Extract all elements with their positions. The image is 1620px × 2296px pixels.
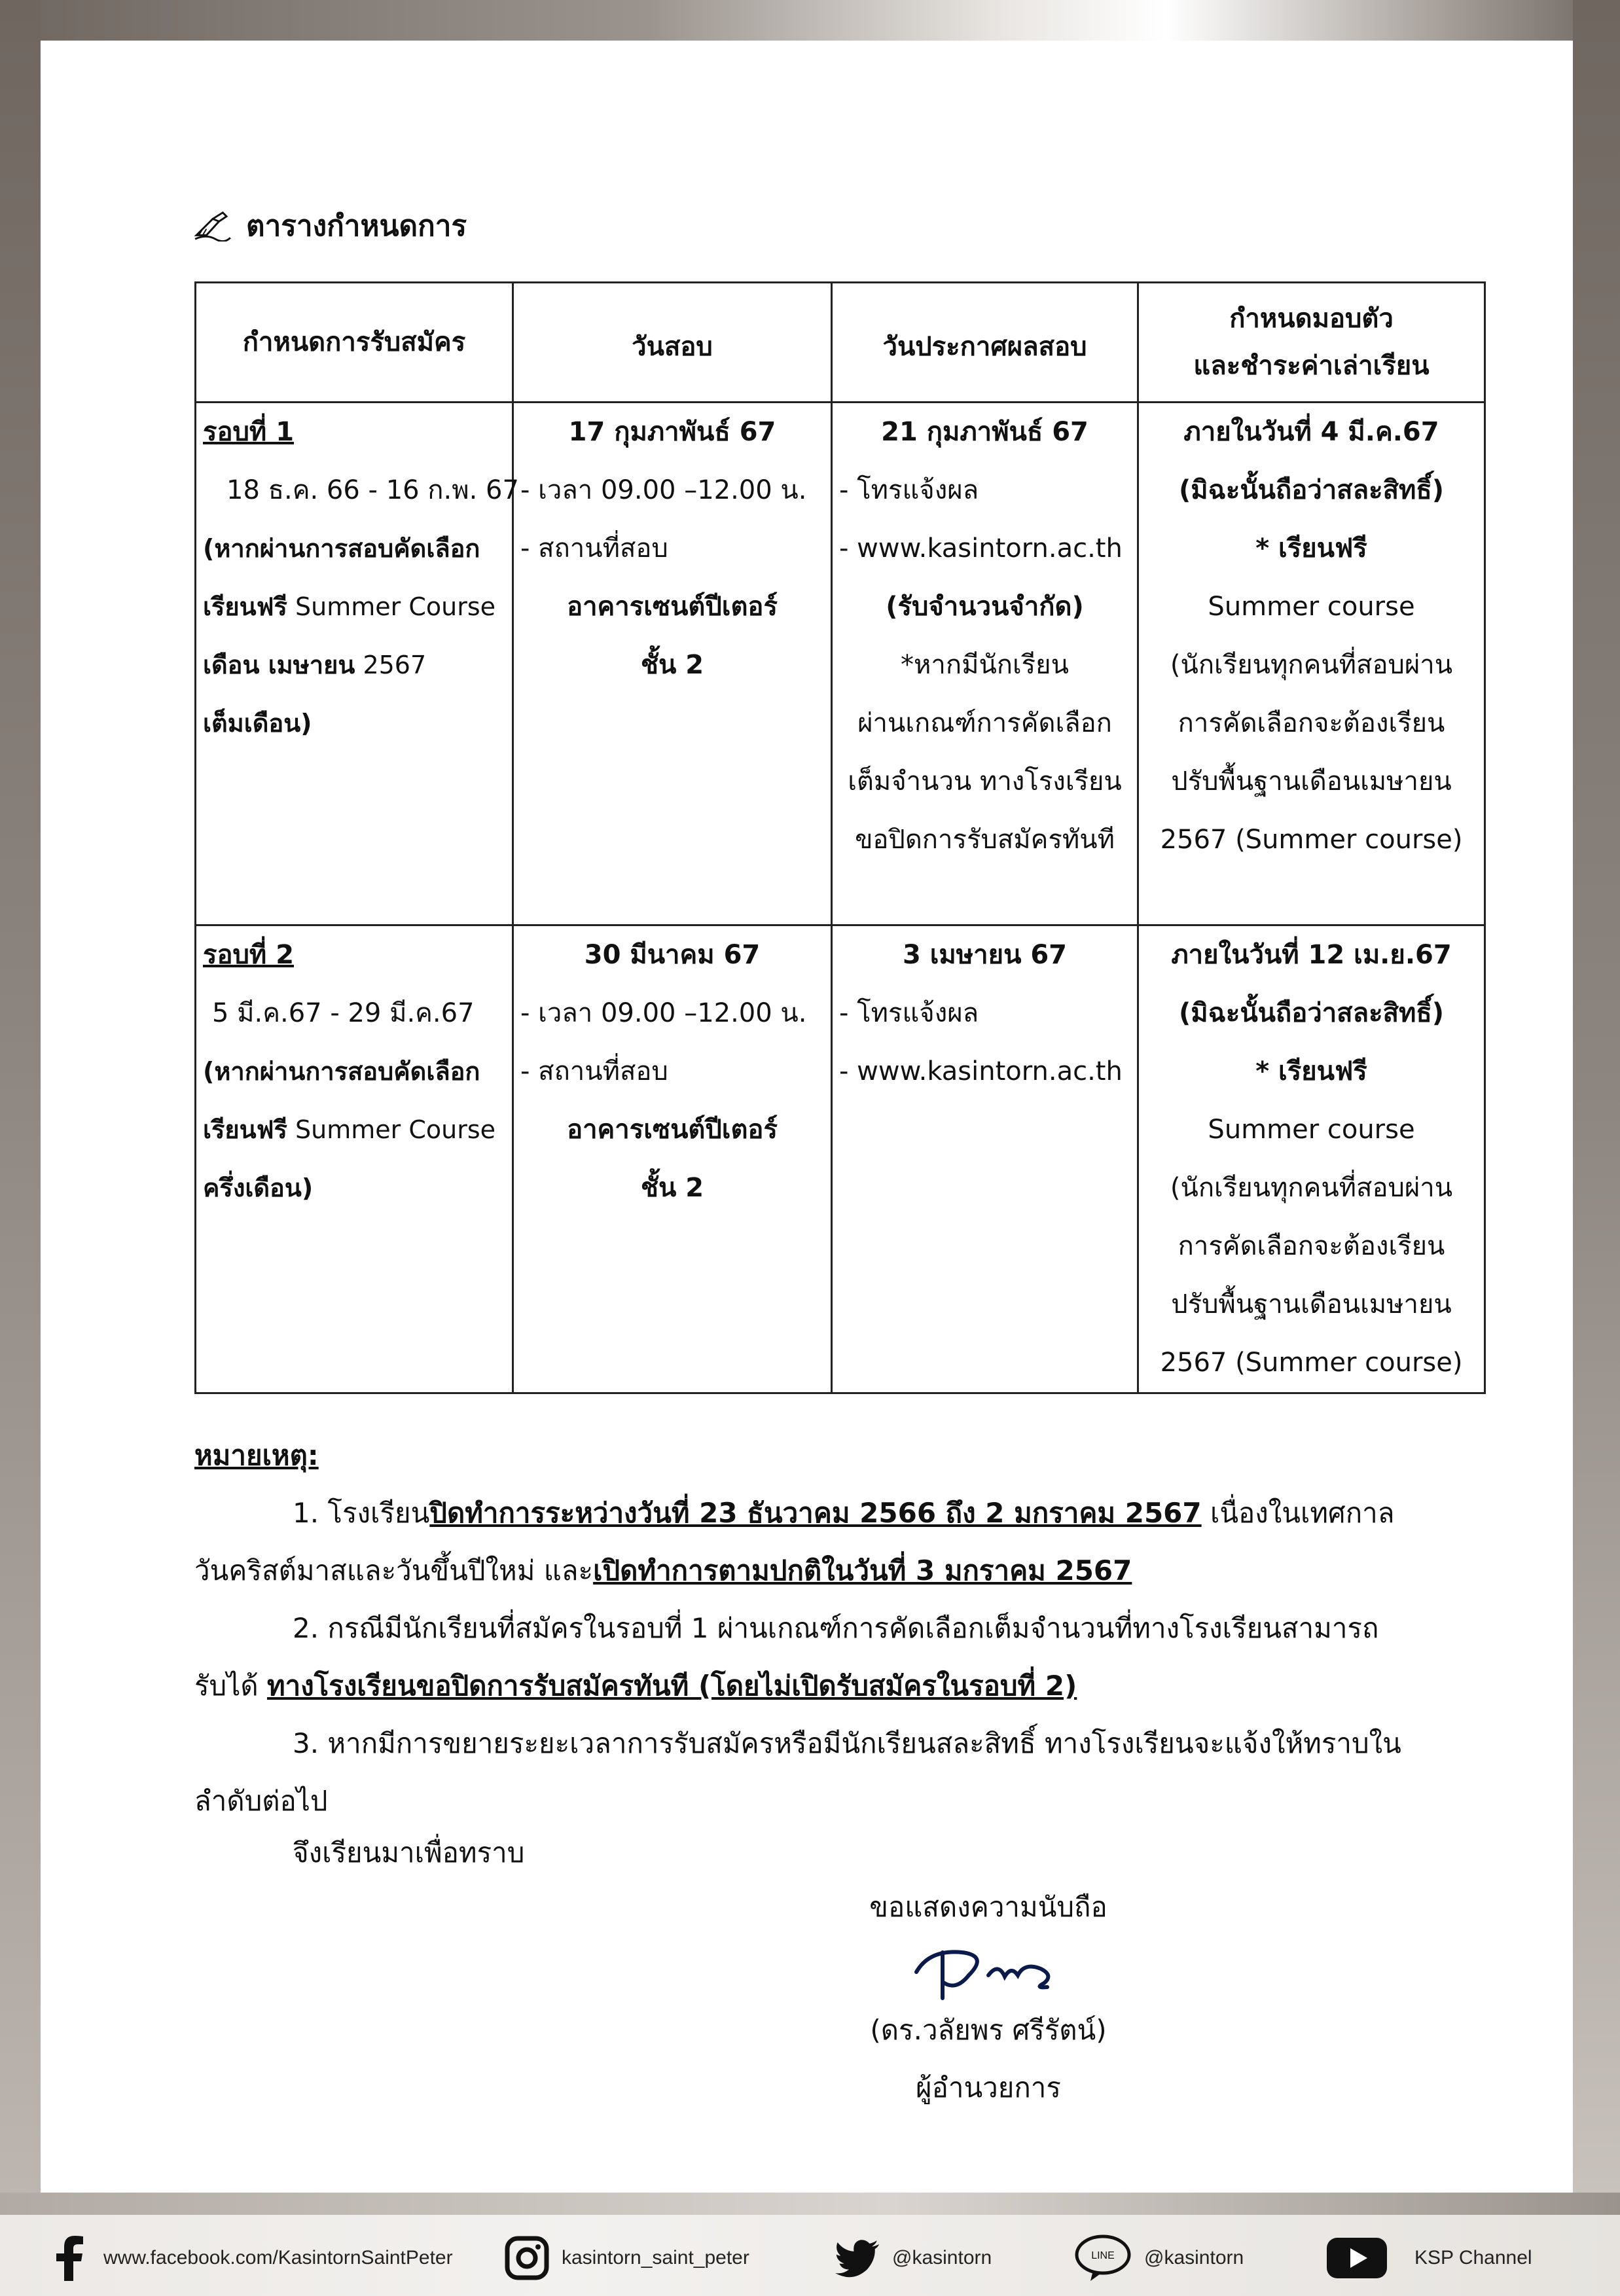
round2-exam-floor: ชั้น 2 xyxy=(640,1173,704,1203)
remark-item-1 xyxy=(194,1484,1497,1542)
header-application: กำหนดการรับสมัคร xyxy=(196,283,513,403)
schedule-table xyxy=(194,281,1486,1394)
header-enrollment-line2: และชำระค่าเล่าเรียน xyxy=(1193,351,1430,381)
signatory-position: ผู้อำนวยการ xyxy=(916,2072,1061,2104)
remark-1-text-d: วันคริสต์มาสและวันขึ้นปีใหม่ และ xyxy=(194,1554,594,1587)
round2-enroll-course: Summer course xyxy=(1208,1115,1415,1145)
round1-enroll-note-line2: การคัดเลือกจะต้องเรียน xyxy=(1178,708,1445,738)
remarks-section xyxy=(194,1427,1497,1876)
round2-note-line1: (หากผ่านการสอบคัดเลือก xyxy=(203,1057,480,1086)
remark-2-closing-notice: ทางโรงเรียนขอปิดการรับสมัครทันที (โดยไม่เปิดรับสมัครในรอบที่ 2) xyxy=(266,1670,1077,1702)
round2-result-website: - www.kasintorn.ac.th xyxy=(839,1056,1123,1086)
footer-youtube[interactable] xyxy=(1325,2232,1532,2284)
round1-exam-place-label: - สถานที่สอบ xyxy=(520,533,668,564)
round2-exam-cell xyxy=(513,925,832,1393)
svg-text:LINE: LINE xyxy=(1091,2250,1115,2261)
facebook-icon xyxy=(46,2235,92,2281)
round2-note-line2 xyxy=(203,1101,505,1159)
round1-exam-date: 17 กุมภาพันธ์ 67 xyxy=(568,417,776,447)
table-header-row xyxy=(196,283,1485,403)
round1-result-note-line1: *หากมีนักเรียน xyxy=(901,650,1069,680)
round1-note-line3 xyxy=(203,636,505,694)
page-frame-top xyxy=(0,0,1620,41)
facebook-url: www.facebook.com/KasintornSaintPeter xyxy=(103,2247,453,2269)
heading-text: ตารางกำหนดการ xyxy=(246,209,467,243)
twitter-icon xyxy=(835,2235,880,2281)
round1-result-note-line4: ขอปิดการรับสมัครทันที xyxy=(855,825,1115,855)
page-frame-left xyxy=(0,0,41,2193)
round1-note-free: เรียนฟรี xyxy=(203,592,287,621)
footer-bar xyxy=(0,2193,1620,2296)
youtube-channel: KSP Channel xyxy=(1414,2247,1532,2269)
round2-exam-building: อาคารเซนต์ปีเตอร์ xyxy=(567,1115,778,1145)
round1-note-line1: (หากผ่านการสอบคัดเลือก xyxy=(203,534,480,563)
round1-application-cell xyxy=(196,403,519,925)
remark-item-2-cont xyxy=(194,1657,1497,1715)
round2-enroll-deadline: ภายในวันที่ 12 เม.ย.67 xyxy=(1171,940,1452,970)
remarks-title: หมายเหตุ: xyxy=(194,1439,319,1471)
remark-item-3: 3. หากมีการขยายระยะเวลาการรับสมัครหรือมีนักเรียนสละสิทธิ์ ทางโรงเรียนจะแจ้งให้ทราบใน xyxy=(293,1727,1401,1759)
round1-enroll-note-line4: 2567 (Summer course) xyxy=(1160,825,1463,855)
round1-result-date: 21 กุมภาพันธ์ 67 xyxy=(881,417,1089,447)
table-row-round-1 xyxy=(196,403,1485,925)
remark-item-2: 2. กรณีมีนักเรียนที่สมัครในรอบที่ 1 ผ่านเกณฑ์การคัดเลือกเต็มจำนวนที่ทางโรงเรียนสามารถ xyxy=(293,1612,1379,1644)
round1-enroll-course: Summer course xyxy=(1208,592,1415,622)
handwritten-signature xyxy=(890,1936,1087,2001)
round2-note-free: เรียนฟรี xyxy=(203,1115,287,1144)
round1-result-phone: - โทรแจ้งผล xyxy=(839,475,979,505)
header-result-date: วันประกาศผลสอบ xyxy=(832,283,1138,403)
header-enrollment-line1: กำหนดมอบตัว xyxy=(1229,304,1394,334)
remark-item-3-cont: ลำดับต่อไป xyxy=(194,1785,328,1817)
round2-enrollment-cell xyxy=(1138,925,1485,1393)
round1-result-website: - www.kasintorn.ac.th xyxy=(839,533,1123,564)
round2-exam-time: - เวลา 09.00 –12.00 น. xyxy=(520,998,807,1028)
round1-result-limit: (รับจำนวนจำกัด) xyxy=(886,592,1084,622)
round2-enroll-note-line4: 2567 (Summer course) xyxy=(1160,1348,1463,1378)
regards-text: ขอแสดงความนับถือ xyxy=(869,1891,1107,1923)
round1-note-course: Summer Course xyxy=(287,592,496,621)
round1-result-note-line2: ผ่านเกณฑ์การคัดเลือก xyxy=(857,708,1112,738)
round2-enroll-note-line3: ปรับพื้นฐานเดือนเมษายน xyxy=(1171,1289,1452,1319)
round1-enroll-free: * เรียนฟรี xyxy=(1255,533,1367,564)
instagram-icon xyxy=(504,2235,550,2281)
line-icon xyxy=(1073,2235,1132,2281)
twitter-handle: @kasintorn xyxy=(892,2247,992,2269)
round1-period: 18 ธ.ค. 66 - 16 ก.พ. 67 xyxy=(226,475,519,505)
round2-label: รอบที่ 2 xyxy=(203,940,295,970)
round1-note-line2 xyxy=(203,578,505,636)
round1-result-note-line3: เต็มจำนวน ทางโรงเรียน xyxy=(848,766,1122,797)
round2-result-phone: - โทรแจ้งผล xyxy=(839,998,979,1028)
schedule-heading xyxy=(194,200,467,252)
round2-period: 5 มี.ค.67 - 29 มี.ค.67 xyxy=(212,998,475,1028)
signature-block xyxy=(851,1878,1126,2117)
round2-exam-date: 30 มีนาคม 67 xyxy=(584,940,761,970)
round1-label: รอบที่ 1 xyxy=(203,417,295,447)
signatory-name: (ดร.วลัยพร ศรีรัตน์) xyxy=(870,2014,1107,2046)
round2-result-date: 3 เมษายน 67 xyxy=(903,940,1067,970)
round1-enroll-forfeit: (มิฉะนั้นถือว่าสละสิทธิ์) xyxy=(1178,475,1445,505)
round1-exam-cell xyxy=(513,403,832,925)
round2-enroll-note-line1: (นักเรียนทุกคนที่สอบผ่าน xyxy=(1170,1173,1453,1203)
round1-enroll-note-line3: ปรับพื้นฐานเดือนเมษายน xyxy=(1171,766,1452,797)
header-exam-date: วันสอบ xyxy=(513,283,832,403)
round1-exam-floor: ชั้น 2 xyxy=(640,650,704,680)
remark-item-1-cont xyxy=(194,1542,1497,1600)
round1-exam-time: - เวลา 09.00 –12.00 น. xyxy=(520,475,807,505)
remark-2-text-b: รับได้ xyxy=(194,1670,267,1702)
round2-note-course: Summer Course xyxy=(287,1115,496,1144)
round2-enroll-free: * เรียนฟรี xyxy=(1255,1056,1367,1086)
round2-note-line3: ครึ่งเดือน) xyxy=(203,1174,314,1202)
round2-application-cell xyxy=(196,925,513,1393)
closing-line: จึงเรียนมาเพื่อทราบ xyxy=(293,1837,525,1869)
remark-1-closure-dates: ปิดทำการระหว่างวันที่ 23 ธันวาคม 2566 ถึง 2 มกราคม 2567 xyxy=(429,1497,1202,1529)
line-handle: @kasintorn xyxy=(1144,2247,1244,2269)
instagram-handle: kasintorn_saint_peter xyxy=(562,2247,749,2269)
writing-hand-icon xyxy=(194,210,232,242)
round1-note-line4: เต็มเดือน) xyxy=(203,709,312,738)
header-enrollment xyxy=(1138,283,1485,403)
youtube-icon xyxy=(1325,2235,1388,2281)
footer-twitter[interactable] xyxy=(835,2232,992,2284)
remark-1-text-a: 1. โรงเรียน xyxy=(293,1497,430,1529)
round1-result-cell xyxy=(832,403,1138,925)
footer-line[interactable] xyxy=(1073,2232,1244,2284)
round1-note-month: เดือน เมษายน xyxy=(203,651,355,679)
footer-facebook[interactable] xyxy=(46,2232,453,2284)
round2-result-cell xyxy=(832,925,1138,1393)
round2-enroll-forfeit: (มิฉะนั้นถือว่าสละสิทธิ์) xyxy=(1178,998,1445,1028)
page-frame-right xyxy=(1573,0,1620,2193)
round1-exam-building: อาคารเซนต์ปีเตอร์ xyxy=(567,592,778,622)
round1-enroll-deadline: ภายในวันที่ 4 มี.ค.67 xyxy=(1183,417,1439,447)
round2-exam-place-label: - สถานที่สอบ xyxy=(520,1056,668,1086)
table-row-round-2 xyxy=(196,925,1485,1393)
round1-enrollment-cell xyxy=(1138,403,1485,925)
round1-enroll-note-line1: (นักเรียนทุกคนที่สอบผ่าน xyxy=(1170,650,1453,680)
remark-1-text-c: เนื่องในเทศกาล xyxy=(1201,1497,1395,1529)
round1-note-year: 2567 xyxy=(355,651,427,679)
footer-instagram[interactable] xyxy=(504,2232,749,2284)
remark-1-reopen-date: เปิดทำการตามปกติในวันที่ 3 มกราคม 2567 xyxy=(593,1554,1132,1587)
round2-enroll-note-line2: การคัดเลือกจะต้องเรียน xyxy=(1178,1231,1445,1261)
